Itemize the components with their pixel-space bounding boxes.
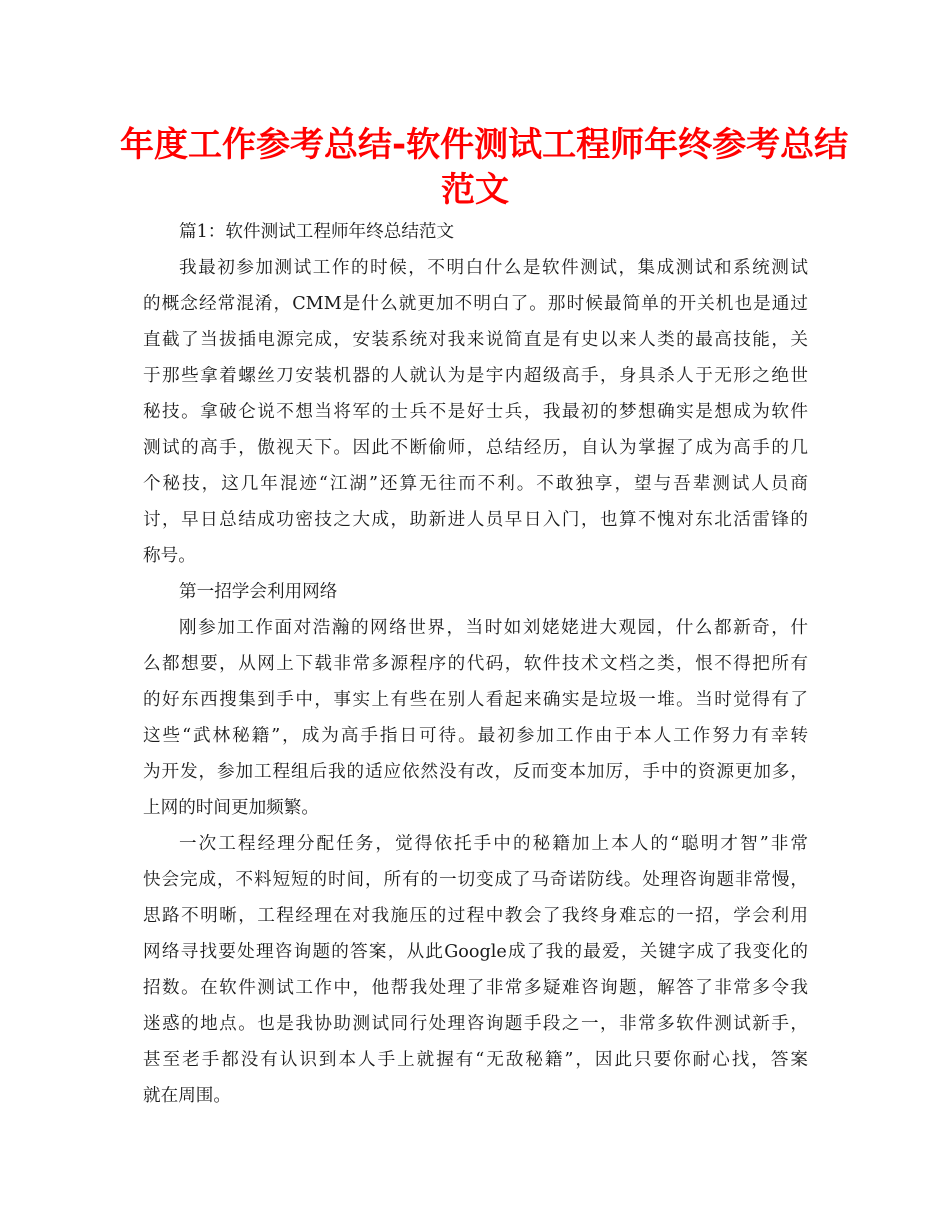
section-heading: 篇1：软件测试工程师年终总结范文: [179, 222, 455, 242]
document-title-line-1: 年度工作参考总结-软件测试工程师年终参考总结: [120, 125, 849, 165]
paragraph-line: 个秘技，这几年混迹“江湖”还算无往而不利。不敢独享，望与吾辈测试人员商: [143, 474, 808, 494]
paragraph-line: 招数。在软件测试工作中，他帮我处理了非常多疑难咨询题，解答了非常多令我: [143, 978, 808, 998]
paragraph-line: 为开发，参加工程组后我的适应依然没有改，反而变本加厉，手中的资源更加多，: [143, 762, 808, 782]
paragraph-line: 讨，早日总结成功密技之大成，助新进人员早日入门，也算不愧对东北活雷锋的: [143, 510, 808, 530]
section-heading: 第一招学会利用网络: [179, 582, 338, 602]
paragraph-line: 的好东西搜集到手中，事实上有些在别人看起来确实是垃圾一堆。当时觉得有了: [143, 690, 808, 710]
paragraph-line: 秘技。拿破仑说不想当将军的士兵不是好士兵，我最初的梦想确实是想成为软件: [143, 402, 808, 422]
paragraph-line: 迷惑的地点。也是我协助测试同行处理咨询题手段之一，非常多软件测试新手，: [143, 1014, 808, 1034]
paragraph-line: 上网的时间更加频繁。: [143, 798, 319, 818]
paragraph-line: 刚参加工作面对浩瀚的网络世界，当时如刘姥姥进大观园，什么都新奇，什: [179, 618, 808, 638]
document-body: [143, 214, 808, 1114]
paragraph-line: 测试的高手，傲视天下。因此不断偷师，总结经历，自认为掌握了成为高手的几: [143, 438, 808, 458]
paragraph-line: 我最初参加测试工作的时候，不明白什么是软件测试，集成测试和系统测试: [179, 258, 808, 278]
paragraph-line: 甚至老手都没有认识到本人手上就握有“无敌秘籍”，因此只要你耐心找，答案: [143, 1050, 808, 1070]
paragraph-line: 思路不明晰，工程经理在对我施压的过程中教会了我终身难忘的一招，学会利用: [143, 906, 808, 926]
paragraph-line: 就在周围。: [143, 1086, 231, 1106]
document-title-line-2: 范文: [441, 170, 509, 210]
paragraph-line: 于那些拿着螺丝刀安装机器的人就认为是宇内超级高手，身具杀人于无形之绝世: [143, 366, 808, 386]
paragraph-line: 么都想要，从网上下载非常多源程序的代码，软件技术文档之类，恨不得把所有: [143, 654, 808, 674]
paragraph-line: 称号。: [143, 546, 196, 566]
paragraph-line: 一次工程经理分配任务，觉得依托手中的秘籍加上本人的“聪明才智”非常: [179, 834, 808, 854]
paragraph-line: 直截了当拔插电源完成，安装系统对我来说简直是有史以来人类的最高技能，关: [143, 330, 808, 350]
paragraph-line: 这些“武林秘籍”，成为高手指日可待。最初参加工作由于本人工作努力有幸转: [143, 726, 808, 746]
paragraph-line: 网络寻找要处理咨询题的答案，从此Google成了我的最爱，关键字成了我变化的: [143, 942, 808, 962]
paragraph-line: 快会完成，不料短短的时间，所有的一切变成了马奇诺防线。处理咨询题非常慢，: [143, 870, 808, 890]
paragraph-line: 的概念经常混淆，CMM是什么就更加不明白了。那时候最简单的开关机也是通过: [143, 294, 808, 314]
